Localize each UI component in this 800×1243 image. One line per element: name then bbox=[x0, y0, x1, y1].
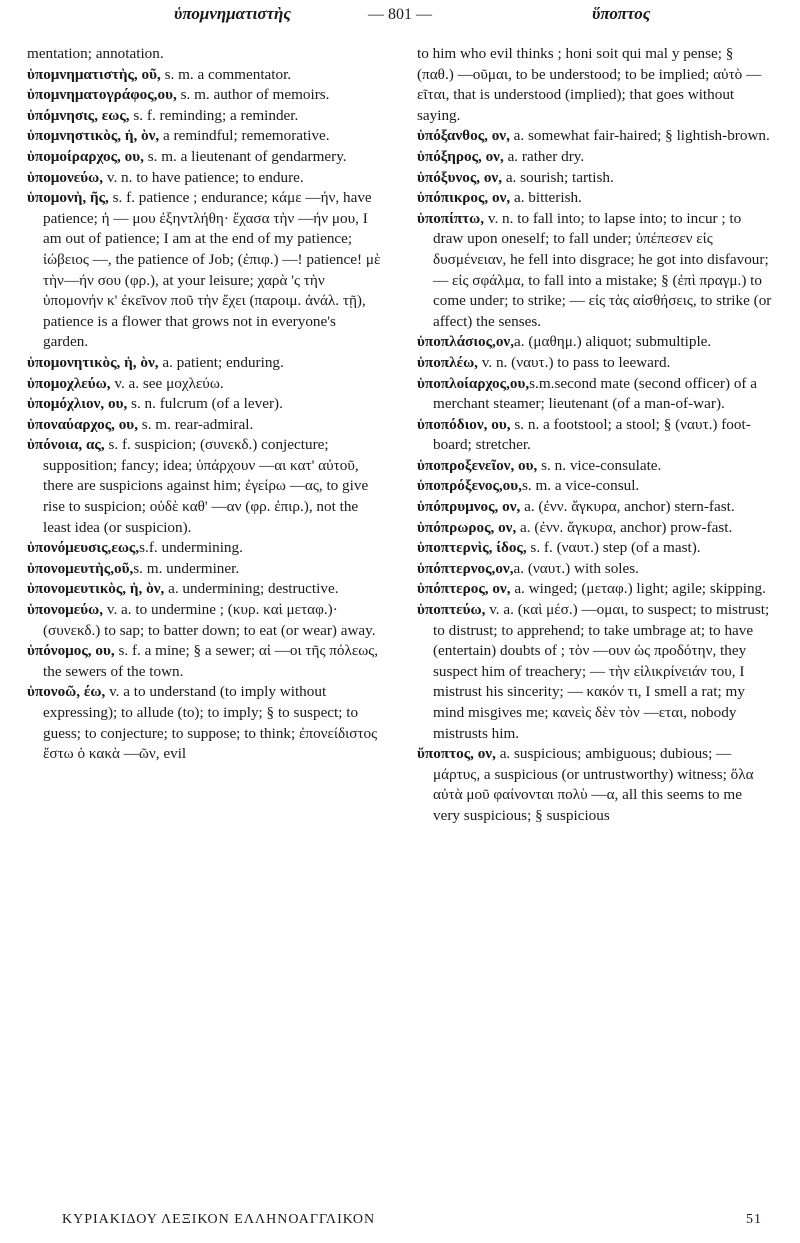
dictionary-entry bbox=[417, 476, 772, 497]
dictionary-entry bbox=[417, 147, 772, 168]
entry-definition: s. m. author of memoirs. bbox=[176, 86, 330, 104]
entry-headword: ὑπόπρωρος, ον, bbox=[417, 518, 517, 536]
entry-headword: ὑποπτερνὶς, ίδος, bbox=[417, 539, 527, 557]
dictionary-entry bbox=[417, 126, 772, 147]
entry-headword: ὑπονομευτικὸς, ἡ, ὸν, bbox=[27, 580, 165, 598]
dictionary-entry bbox=[417, 744, 772, 826]
entry-definition: a. undermining; destructive. bbox=[164, 580, 339, 598]
entry-definition: v. a. (καὶ μέσ.) —ομαι, to suspect; to mistrust; to distrust; to apprehend; to take umbrage at; to have (entertain) doubts of ; τὸν —ουν ὡς προδότην, they suspect him of treachery; — τὴν εἰλικρίνειάν του, I mistrust his sincerity; — κακόν τι, I smell a rat; my mind misgives me; κανεὶς δὲν τὸν —εται, nobody mistrusts him. bbox=[433, 601, 770, 742]
left-column bbox=[27, 44, 382, 765]
entry-headword: ὑποπροξενεῖον, ου, bbox=[417, 456, 538, 474]
left-guide-word: ὑπομνηματιστὴς bbox=[174, 4, 291, 23]
entry-definition: a. winged; (μεταφ.) light; agile; skipping. bbox=[510, 580, 766, 598]
dictionary-entry bbox=[27, 168, 382, 189]
entry-headword: ὑπονόμευσις,εως, bbox=[27, 539, 140, 557]
dictionary-entry bbox=[417, 559, 772, 580]
entry-headword: ὑπόνοια, ας, bbox=[27, 436, 105, 454]
entry-headword: ὑπόπρυμνος, ον, bbox=[417, 498, 521, 516]
dictionary-entry bbox=[27, 394, 382, 415]
dictionary-entry bbox=[27, 579, 382, 600]
entry-definition: s. f. a mine; § a sewer; αἱ —οι τῆς πόλεως, the sewers of the town. bbox=[43, 642, 379, 680]
entry-headword: ὑπονομεύω, bbox=[27, 601, 104, 619]
entry-definition: v. a. see μοχλεύω. bbox=[110, 374, 224, 392]
entry-definition: v. n. to fall into; to lapse into; to incur ; to draw upon oneself; to fall under; ὑπέπεσεν εἰς δυσμένειαν, he fell into disgrace; he got into disfavour; — εἰς σφάλμα, to fall into a mistake; § (ἐπὶ πραγμ.) to come under; to strike; — εἰς τὰς αἰσθήσεις, to strike (or affect) the senses. bbox=[433, 209, 772, 330]
entry-definition: v. n. to have patience; to endure. bbox=[103, 168, 304, 186]
entry-headword: ὑποπλέω, bbox=[417, 353, 478, 371]
right-guide-word: ὕποπτος bbox=[592, 4, 651, 23]
entry-headword: ὑπόξηρος, ον, bbox=[417, 147, 504, 165]
entry-definition: s. m. underminer. bbox=[133, 559, 240, 577]
dictionary-entry bbox=[417, 518, 772, 539]
entry-headword: ὑπομοχλεύω, bbox=[27, 374, 111, 392]
entry-headword: ὑπόμνησις, εως, bbox=[27, 106, 130, 124]
dictionary-entry bbox=[27, 374, 382, 395]
page-number: — 801 — bbox=[368, 6, 432, 23]
entry-headword: ὑποπίπτω, bbox=[417, 209, 485, 227]
entry-headword: ὑπομονεύω, bbox=[27, 168, 104, 186]
dictionary-entry bbox=[417, 538, 772, 559]
entry-headword: ὑπόξανθος, ον, bbox=[417, 127, 510, 145]
dictionary-entry bbox=[27, 44, 382, 65]
dictionary-entry bbox=[417, 332, 772, 353]
entry-definition: a. somewhat fair-haired; § lightish-brown. bbox=[509, 127, 770, 145]
dictionary-entry bbox=[27, 600, 382, 641]
entry-headword: ὑπομόχλιον, ου, bbox=[27, 395, 128, 413]
dictionary-entry bbox=[417, 44, 772, 126]
dictionary-entry bbox=[27, 538, 382, 559]
dictionary-entry bbox=[417, 600, 772, 744]
dictionary-entry bbox=[27, 682, 382, 764]
dictionary-entry bbox=[27, 559, 382, 580]
entry-definition: mentation; annotation. bbox=[27, 45, 164, 62]
dictionary-entry bbox=[417, 374, 772, 415]
dictionary-entry bbox=[27, 415, 382, 436]
entry-headword: ὑπόπτερνος,ον, bbox=[417, 559, 514, 577]
entry-definition: a remindful; rememorative. bbox=[159, 127, 330, 145]
entry-headword: ὑπόπτερος, ον, bbox=[417, 580, 511, 598]
dictionary-entry bbox=[417, 579, 772, 600]
dictionary-entry bbox=[417, 353, 772, 374]
entry-definition: a. (ναυτ.) with soles. bbox=[513, 559, 639, 577]
entry-headword: ὑποναύαρχος, ου, bbox=[27, 415, 138, 433]
entry-headword: ὑπομνηματογράφος,ου, bbox=[27, 86, 177, 104]
entry-headword: ὕποπτος, ον, bbox=[417, 745, 496, 763]
signature-number: 51 bbox=[746, 1212, 762, 1227]
publisher-line: ΚΥΡΙΑΚΙΔΟΥ ΛΕΞΙΚΟΝ ΕΛΛΗΝΟΑΓΓΛΙΚΟΝ bbox=[62, 1212, 376, 1227]
entry-definition: s. f. patience ; endurance; κάμε —ήν, have patience; ἡ — μου ἐξηντλήθη· ἔχασα τὴν —ήν μου, I am out of patience; I am at the end of my patience; ἰώβειος —, the patience of Job; (ἐπιφ.) —! patience! μὲ τὴν—ήν σου (φρ.), at your leisure; χαρὰ 'ς τὴν ὑπομονήν κ' ἐκεῖνον ποῦ τὴν ἔχει (παροιμ. ἀνάλ. τῇ), patience is a flower that grows not in everyone's garden. bbox=[43, 189, 381, 351]
entry-definition: s.f. undermining. bbox=[139, 539, 243, 557]
entry-definition: s. f. suspicion; (συνεκδ.) conjecture; supposition; fancy; idea; ὑπάρχουν —αι κατ' αὐτοῦ, there are suspicions against him; ἐγείρω —ας, to give rise to suspicion; οὐδὲ καθ' —αν (φρ. ἐπιρ.), not the least idea (or suspicion). bbox=[43, 436, 369, 536]
dictionary-entry bbox=[417, 415, 772, 456]
dictionary-entry bbox=[417, 497, 772, 518]
dictionary-entry bbox=[417, 188, 772, 209]
entry-definition: a. (ἐνν. ἄγκυρα, anchor) stern-fast. bbox=[520, 498, 735, 516]
dictionary-entry bbox=[417, 168, 772, 189]
entry-definition: s. m. rear-admiral. bbox=[138, 415, 254, 433]
entry-definition: s. n. a footstool; a stool; § (ναυτ.) foot-board; stretcher. bbox=[433, 415, 751, 454]
entry-headword: ὑπομοίραρχος, ου, bbox=[27, 147, 144, 165]
dictionary-entry bbox=[27, 147, 382, 168]
entry-headword: ὑποπρόξενος,ου, bbox=[417, 477, 522, 495]
dictionary-entry bbox=[417, 456, 772, 477]
dictionary-entry bbox=[27, 126, 382, 147]
entry-headword: ὑπομνηματιστὴς, οῦ, bbox=[27, 65, 161, 83]
entry-definition: a. rather dry. bbox=[503, 147, 585, 165]
entry-headword: ὑπόνομος, ου, bbox=[27, 642, 115, 660]
page-header bbox=[0, 0, 800, 40]
dictionary-entry bbox=[27, 188, 382, 353]
dictionary-entry bbox=[27, 435, 382, 538]
entry-headword: ὑποπλοίαρχος,ου, bbox=[417, 374, 530, 392]
entry-headword: ὑποπόδιον, ου, bbox=[417, 415, 511, 433]
entry-definition: a. suspicious; ambiguous; dubious; — μάρτυς, a suspicious (or untrustworthy) witness; ὅλα αὐτὰ μοῦ φαίνονται πολὺ —α, all this seems to me very suspicious; § suspicious bbox=[433, 745, 754, 824]
dictionary-entry bbox=[417, 209, 772, 333]
dictionary-entry bbox=[27, 65, 382, 86]
entry-definition: a. bitterish. bbox=[510, 189, 582, 207]
entry-headword: ὑπονομευτὴς,οῦ, bbox=[27, 559, 134, 577]
entry-headword: ὑπόπικρος, ον, bbox=[417, 189, 511, 207]
entry-headword: ὑπονοῶ, έω, bbox=[27, 683, 106, 701]
entry-headword: ὑπόξυνος, ον, bbox=[417, 168, 503, 186]
dictionary-entry bbox=[27, 641, 382, 682]
page-footer bbox=[62, 1212, 762, 1232]
dictionary-entry bbox=[27, 106, 382, 127]
entry-definition: to him who evil thinks ; honi soit qui mal y pense; § (παθ.) —οῦμαι, to be understood; to be implied; αὐτὸ —εῖται, that is understood (implied); that goes without saying. bbox=[417, 45, 762, 124]
entry-definition: s. f. (ναυτ.) step (of a mast). bbox=[526, 539, 701, 557]
entry-headword: ὑπομνηστικὸς, ἡ, ὸν, bbox=[27, 127, 160, 145]
entry-definition: s. m. a vice-consul. bbox=[521, 477, 640, 495]
right-column bbox=[417, 44, 772, 827]
entry-definition: s. m. a commentator. bbox=[160, 65, 292, 83]
entry-definition: v. n. (ναυτ.) to pass to leeward. bbox=[477, 353, 671, 371]
entry-definition: s. m. a lieutenant of gendarmery. bbox=[143, 147, 347, 165]
entry-definition: a. sourish; tartish. bbox=[502, 168, 614, 186]
entry-definition: v. a. to undermine ; (κυρ. καὶ μεταφ.)· (συνεκδ.) to sap; to batter down; to eat (or wear) away. bbox=[43, 601, 376, 639]
entry-definition: s. n. vice-consulate. bbox=[537, 456, 662, 474]
entry-definition: a. (ἐνν. ἄγκυρα, anchor) prow-fast. bbox=[516, 518, 733, 536]
entry-headword: ὑποπλάσιος,ον, bbox=[417, 333, 514, 351]
entry-definition: v. a to understand (to imply without expressing); to allude (to); to imply; § to suspect; to guess; to conjecture; to suppose; to think; ἐπονείδιστος ἔστω ὁ κακὰ —ῶν, evil bbox=[43, 683, 378, 763]
entry-headword: ὑπομονητικὸς, ἡ, ὸν, bbox=[27, 353, 159, 371]
dictionary-entry bbox=[27, 353, 382, 374]
entry-definition: s. f. reminding; a reminder. bbox=[129, 106, 299, 124]
entry-headword: ὑποπτεύω, bbox=[417, 601, 486, 619]
dictionary-entry bbox=[27, 85, 382, 106]
entry-definition: s.m.second mate (second officer) of a merchant steamer; lieutenant (of a man-of-war). bbox=[433, 374, 758, 413]
entry-headword: ὑπομονὴ, ῆς, bbox=[27, 189, 109, 207]
entry-definition: s. n. fulcrum (of a lever). bbox=[127, 395, 283, 413]
entry-definition: a. patient; enduring. bbox=[158, 353, 284, 371]
entry-definition: a. (μαθημ.) aliquot; submultiple. bbox=[514, 333, 712, 351]
